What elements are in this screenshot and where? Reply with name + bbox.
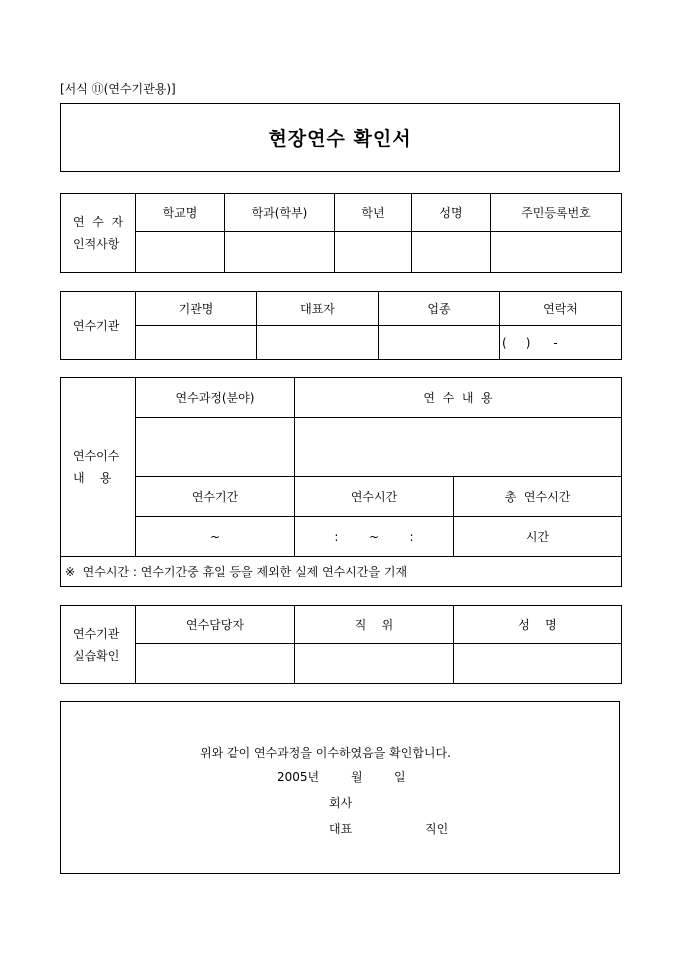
period-field[interactable] [136,517,295,557]
name-field[interactable] [412,232,491,273]
confirmation-month: 월 [351,770,363,784]
column-resident-number: 주민등록번호 [491,194,622,232]
department-field[interactable] [225,232,335,273]
trainee-row-header [61,194,136,273]
column-school: 학교명 [136,194,225,232]
confirmation-seal: 직인 [425,822,449,836]
hours-template: : ~ : [334,529,414,544]
content-field[interactable] [295,418,622,477]
total-hours-field[interactable] [454,517,622,557]
institution-name-field[interactable] [136,326,257,360]
column-position: 직 위 [295,606,454,644]
practice-confirmation-table [60,605,622,684]
column-department: 학과(학부) [225,194,335,232]
course-field[interactable] [136,418,295,477]
training-header-line2: 내 용 [73,471,112,485]
trainer-field[interactable] [136,644,295,684]
practice-row-header [61,606,136,684]
confirmation-company: 회사 [329,796,353,810]
total-hours-unit: 시간 [525,530,550,544]
column-institution-name: 기관명 [136,292,257,326]
period-tilde: ~ [209,529,221,544]
column-industry: 업종 [379,292,500,326]
training-note: ※ 연수시간 : 연수기간중 휴일 등을 제외한 실제 연수시간을 기재 [61,557,622,587]
column-representative: 대표자 [257,292,379,326]
column-contact: 연락처 [500,292,622,326]
trainee-info-table [60,193,622,273]
institution-table [60,291,622,360]
form-label: [서식 ⑪(연수기관용)] [60,82,176,96]
confirmation-box [60,701,620,874]
column-period: 연수기간 [136,477,295,517]
practice-header-line2: 실습확인 [73,648,120,663]
confirmation-year: 2005년 [277,770,320,784]
column-name: 성명 [412,194,491,232]
column-content: 연 수 내 용 [295,378,622,418]
industry-field[interactable] [379,326,500,360]
phone-template: ( ) - [502,335,558,350]
column-grade: 학년 [335,194,412,232]
column-total-hours: 총 연수시간 [454,477,622,517]
institution-row-header: 연수기관 [61,292,136,360]
resident-number-field[interactable] [491,232,622,273]
training-header-line1: 연수이수 [73,449,120,463]
document-title: 현장연수 확인서 [268,128,412,150]
column-hours: 연수시간 [295,477,454,517]
confirmation-representative: 대표 [329,822,353,836]
trainee-header-line1: 연 수 자 [73,215,124,229]
title-box [60,103,620,172]
column-course: 연수과정(분야) [136,378,295,418]
trainer-name-field[interactable] [454,644,622,684]
representative-field[interactable] [257,326,379,360]
hours-field[interactable] [295,517,454,557]
column-trainer: 연수담당자 [136,606,295,644]
confirmation-statement: 위와 같이 연수과정을 이수하였음을 확인합니다. [200,746,451,760]
column-trainer-name: 성 명 [454,606,622,644]
position-field[interactable] [295,644,454,684]
training-content-table [60,377,622,587]
contact-field[interactable] [500,326,622,360]
grade-field[interactable] [335,232,412,273]
trainee-header-line2: 인적사항 [73,237,120,251]
confirmation-day: 일 [394,770,406,784]
practice-header-line1: 연수기관 [73,626,120,641]
training-row-header [61,378,136,557]
school-field[interactable] [136,232,225,273]
